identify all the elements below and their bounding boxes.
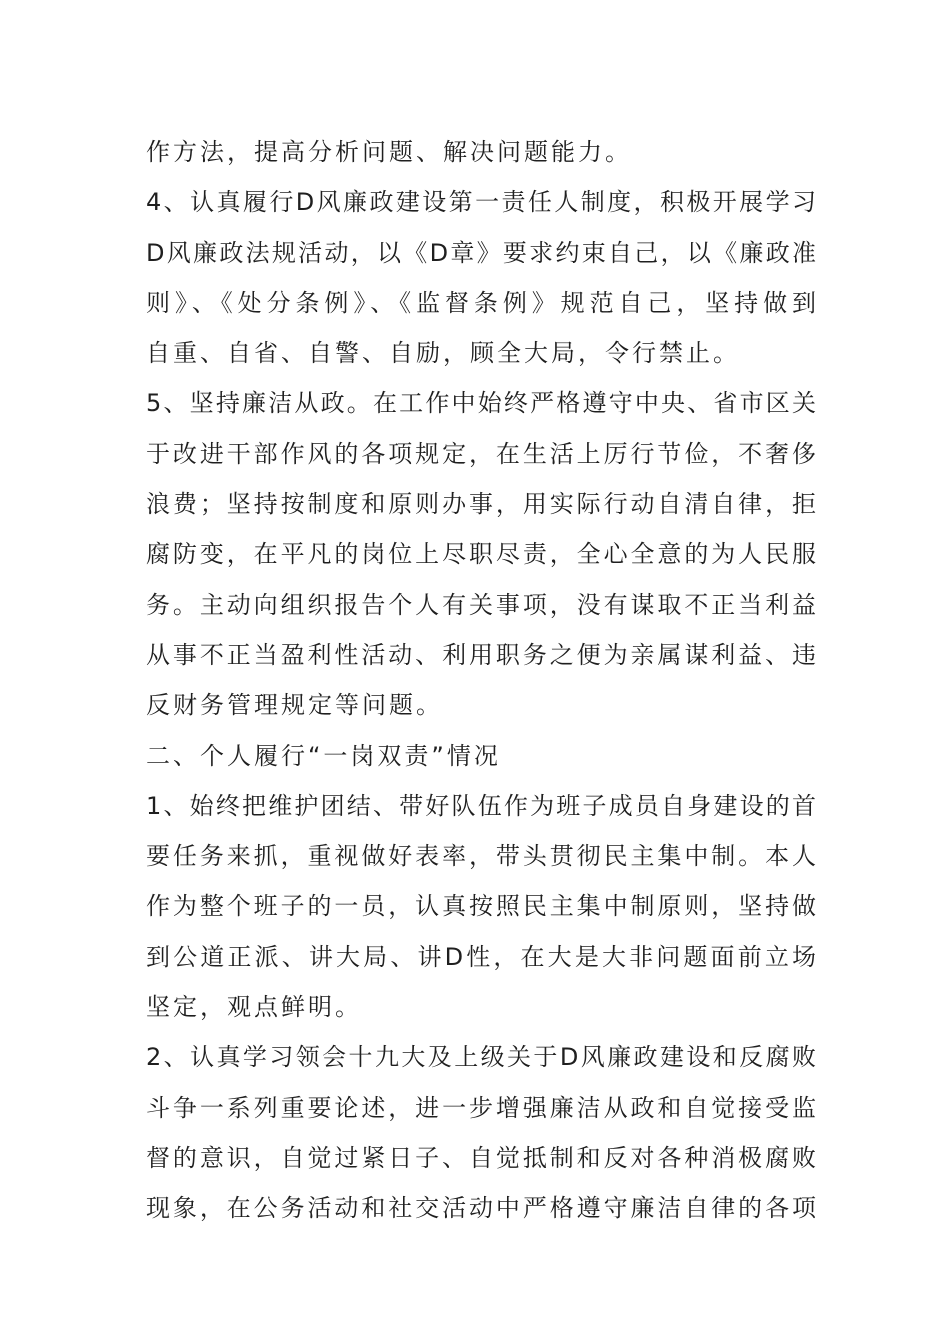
text-line: 到公道正派、讲大局、讲D性，在大是大非问题面前立场 bbox=[146, 942, 816, 971]
text-line: 从事不正当盈利性活动、利用职务之便为亲属谋利益、违 bbox=[146, 640, 816, 669]
text-line: 作为整个班子的一员，认真按照民主集中制原则，坚持做 bbox=[146, 892, 816, 921]
text-line: 5、坚持廉洁从政。在工作中始终严格遵守中央、省市区关 bbox=[146, 389, 816, 418]
text-line: 浪费；坚持按制度和原则办事，用实际行动自清自律，拒 bbox=[146, 490, 816, 519]
text-line: 2、认真学习领会十九大及上级关于D风廉政建设和反腐败 bbox=[146, 1043, 816, 1072]
text-line: 反财务管理规定等问题。 bbox=[146, 691, 443, 720]
text-line: 自重、自省、自警、自励，顾全大局，令行禁止。 bbox=[146, 339, 740, 368]
text-line: 务。主动向组织报告个人有关事项，没有谋取不正当利益 bbox=[146, 590, 816, 619]
section-heading: 二、个人履行“一岗双责”情况 bbox=[146, 741, 501, 770]
text-line: 现象，在公务活动和社交活动中严格遵守廉洁自律的各项 bbox=[146, 1194, 816, 1223]
text-line: 则》、《处分条例》、《监督条例》规范自己，坚持做到 bbox=[146, 288, 816, 317]
text-line: 督的意识，自觉过紧日子、自觉抵制和反对各种消极腐败 bbox=[146, 1143, 816, 1172]
document-body bbox=[146, 127, 816, 1234]
text-line: 于改进干部作风的各项规定，在生活上厉行节俭，不奢侈 bbox=[146, 439, 816, 468]
text-line: 作方法，提高分析问题、解决问题能力。 bbox=[146, 138, 632, 166]
text-line: 腐防变，在平凡的岗位上尽职尽责，全心全意的为人民服 bbox=[146, 540, 816, 569]
text-line: 斗争一系列重要论述，进一步增强廉洁从政和自觉接受监 bbox=[146, 1093, 816, 1122]
text-line: 1、始终把维护团结、带好队伍作为班子成员自身建设的首 bbox=[146, 791, 816, 820]
text-line: 4、认真履行D风廉政建设第一责任人制度，积极开展学习 bbox=[146, 188, 816, 217]
text-line: 坚定，观点鲜明。 bbox=[146, 993, 362, 1022]
text-line: 要任务来抓，重视做好表率，带头贯彻民主集中制。本人 bbox=[146, 842, 816, 871]
text-line: D风廉政法规活动，以《D章》要求约束自己，以《廉政准 bbox=[146, 238, 816, 267]
